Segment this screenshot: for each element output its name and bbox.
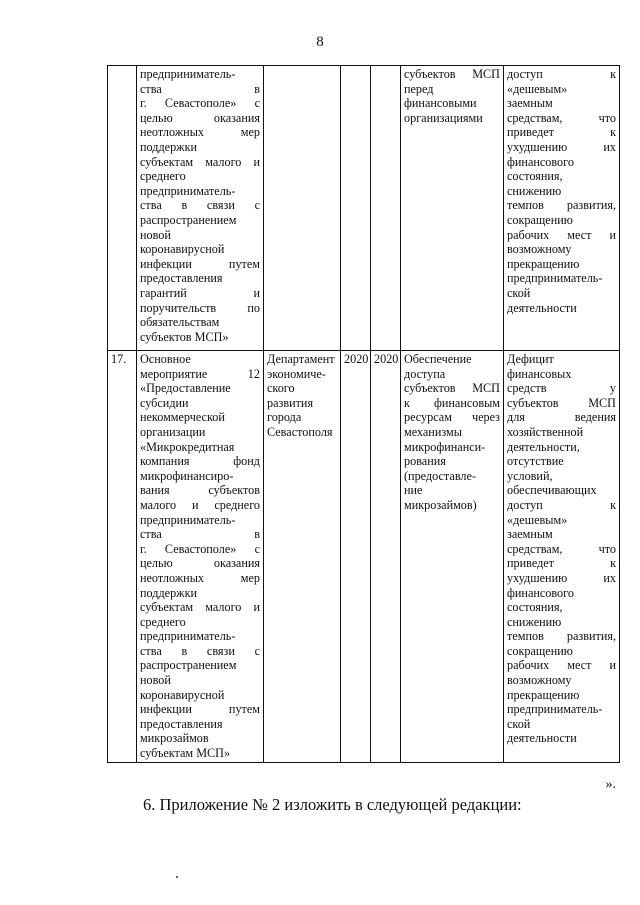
consequence-cell-line: финансовых [507, 366, 572, 381]
measure-name-cell-line: субъектов МСП» [140, 329, 229, 344]
measure-name-cell-line: предприниматель- [140, 67, 236, 81]
measure-name-cell-line: субъектам малого и [140, 154, 260, 169]
consequence-cell-line: предприниматель- [507, 271, 603, 286]
consequence-cell-line: снижению [507, 183, 562, 198]
consequence-cell-line: рабочих мест и [507, 227, 616, 242]
measure-name-cell-line: малого и среднего [140, 497, 260, 512]
expected-result-cell-line: (предоставле- [404, 468, 476, 483]
expected-result-cell-line: субъектов МСП [404, 67, 500, 81]
consequence-cell-line: условий, [507, 468, 553, 483]
expected-result-cell-line: микрозаймов) [404, 497, 477, 512]
executor-cell-line: экономиче- [267, 366, 326, 381]
table-row [108, 66, 620, 351]
measure-name-cell-line: г. Севастополе» с [140, 541, 260, 556]
measure-name-cell-line: «Микрокредитная [140, 439, 235, 454]
measure-name-cell-line: ства в [140, 81, 260, 96]
measure-name-cell-line: новой [140, 673, 171, 688]
measure-name-cell-line: субъектам МСП» [140, 746, 231, 761]
consequence-cell-line: прекращению [507, 687, 580, 702]
consequence-cell-line: приведет к [507, 125, 616, 140]
closing-quote: ». [605, 777, 616, 792]
measure-name-cell-line: коронавирусной [140, 242, 225, 257]
consequence-cell-line: для ведения [507, 410, 616, 425]
measure-name-cell-line: предоставления [140, 716, 223, 731]
expected-result-cell-line: рования [404, 454, 446, 469]
measure-name-cell-line: среднего [140, 614, 186, 629]
consequence-cell-line: средствам, что [507, 110, 616, 125]
expected-result-cell-line: ние [404, 483, 423, 498]
measure-name-cell-line: микрозаймов [140, 731, 209, 746]
measure-name-cell [137, 351, 264, 763]
page-number: 8 [316, 34, 324, 50]
consequence-cell-line: сокращению [507, 643, 573, 658]
consequence-cell-line: приведет к [507, 556, 616, 571]
consequence-cell-line: деятельности [507, 731, 577, 746]
executor-cell-line: Департамент [267, 352, 335, 366]
measure-name-cell-line: микрофинансиро- [140, 468, 234, 483]
measure-name-cell-line: инфекции путем [140, 256, 260, 271]
measure-name-cell-line: мероприятие 12 [140, 366, 260, 381]
measure-name-cell-line: обязательствам [140, 315, 220, 330]
measure-name-cell-line: поддержки [140, 139, 198, 154]
measure-name-cell-line: предприниматель- [140, 183, 236, 198]
expected-result-cell-line: Обеспечение [404, 352, 472, 366]
start-year-cell: 2020 [341, 351, 371, 763]
measure-name-cell-line: неотложных мер [140, 125, 260, 140]
expected-result-cell [401, 66, 504, 351]
row-number-cell [108, 66, 137, 351]
measure-name-cell-line: целью оказания [140, 556, 260, 571]
measure-name-cell-line: г. Севастополе» с [140, 96, 260, 111]
consequence-cell-line: средствам, что [507, 541, 616, 556]
measure-name-cell-line: ства в [140, 527, 260, 542]
consequence-cell-line: ской [507, 285, 531, 300]
measure-name-cell-line: Основное [140, 352, 191, 366]
consequence-cell-line: средств у [507, 381, 616, 396]
measure-name-cell-line: ства в связи с [140, 198, 260, 213]
consequence-cell-line: снижению [507, 614, 562, 629]
measure-name-cell-line: организации [140, 424, 206, 439]
expected-result-cell-line: доступа [404, 366, 446, 381]
measure-name-cell-line: предоставления [140, 271, 223, 286]
expected-result-cell-line: финансовыми [404, 96, 477, 111]
consequence-cell-line: субъектов МСП [507, 395, 616, 410]
consequence-cell-line: предприниматель- [507, 702, 603, 717]
measure-name-cell-line: вания субъектов [140, 483, 260, 498]
consequence-cell-line: деятельности [507, 300, 577, 315]
consequence-cell-line: возможному [507, 242, 572, 257]
measure-name-cell-line: «Предоставление [140, 381, 231, 396]
measure-name-cell-line: ства в связи с [140, 643, 260, 658]
measure-name-cell-line: предприниматель- [140, 512, 236, 527]
consequence-cell-line: Дефицит [507, 352, 554, 366]
measure-name-cell-line: предприниматель- [140, 629, 236, 644]
table-row [108, 351, 620, 763]
consequence-cell-line: хозяйственной [507, 424, 584, 439]
row-number-cell: 17. [108, 351, 137, 763]
executor-cell [264, 351, 341, 763]
executor-cell [264, 66, 341, 351]
consequence-cell-line: «дешевым» [507, 81, 568, 96]
expected-result-cell-line: субъектов МСП [404, 381, 500, 396]
consequence-cell-line: финансового [507, 585, 574, 600]
consequence-cell-line: ской [507, 716, 531, 731]
consequence-cell-line: темпов развития, [507, 629, 616, 644]
consequence-cell-line: обеспечивающих [507, 483, 597, 498]
end-year-cell: 2020 [371, 351, 401, 763]
measure-name-cell-line: новой [140, 227, 171, 242]
consequence-cell-line: возможному [507, 673, 572, 688]
measure-name-cell-line: целью оказания [140, 110, 260, 125]
measure-name-cell-line: субсидии [140, 395, 189, 410]
consequence-cell-line: сокращению [507, 212, 573, 227]
measures-table [107, 65, 620, 763]
consequence-cell-line: отсутствие [507, 454, 564, 469]
measure-name-cell-line: распространением [140, 212, 237, 227]
expected-result-cell-line: механизмы [404, 424, 462, 439]
measure-name-cell-line: неотложных мер [140, 570, 260, 585]
consequence-cell-line: деятельности, [507, 439, 580, 454]
measure-name-cell-line: поддержки [140, 585, 198, 600]
consequence-cell-line: состояния, [507, 600, 563, 615]
consequence-cell-line: ухудшению их [507, 139, 616, 154]
consequence-cell-line: ухудшению их [507, 570, 616, 585]
scan-speck [176, 876, 178, 878]
measure-name-cell-line: среднего [140, 169, 186, 184]
consequence-cell-line: «дешевым» [507, 512, 568, 527]
consequence-cell [504, 351, 620, 763]
consequence-cell [504, 66, 620, 351]
measure-name-cell-line: распространением [140, 658, 237, 673]
measure-name-cell-line: гарантий и [140, 285, 260, 300]
measure-name-cell [137, 66, 264, 351]
consequence-cell-line: состояния, [507, 169, 563, 184]
start-year-cell [341, 66, 371, 351]
consequence-cell-line: доступ к [507, 497, 616, 512]
executor-cell-line: города [267, 410, 302, 425]
consequence-cell-line: рабочих мест и [507, 658, 616, 673]
executor-cell-line: ского [267, 381, 295, 396]
consequence-cell-line: доступ к [507, 67, 616, 81]
measure-name-cell-line: субъектам малого и [140, 600, 260, 615]
measure-name-cell-line: некоммерческой [140, 410, 225, 425]
measure-name-cell-line: компания фонд [140, 454, 260, 469]
consequence-cell-line: заемным [507, 527, 553, 542]
expected-result-cell-line: перед [404, 81, 434, 96]
end-year-cell [371, 66, 401, 351]
consequence-cell-line: прекращению [507, 256, 580, 271]
amendment-paragraph: 6. Приложение № 2 изложить в следующей редакции: [143, 795, 522, 814]
expected-result-cell [401, 351, 504, 763]
expected-result-cell-line: ресурсам через [404, 410, 500, 425]
executor-cell-line: развития [267, 395, 314, 410]
measure-name-cell-line: инфекции путем [140, 702, 260, 717]
consequence-cell-line: темпов развития, [507, 198, 616, 213]
executor-cell-line: Севастополя [267, 424, 333, 439]
expected-result-cell-line: к финансовым [404, 395, 500, 410]
expected-result-cell-line: организациями [404, 110, 483, 125]
consequence-cell-line: финансового [507, 154, 574, 169]
consequence-cell-line: заемным [507, 96, 553, 111]
measure-name-cell-line: поручительств по [140, 300, 260, 315]
expected-result-cell-line: микрофинанси- [404, 439, 486, 454]
measure-name-cell-line: коронавирусной [140, 687, 225, 702]
